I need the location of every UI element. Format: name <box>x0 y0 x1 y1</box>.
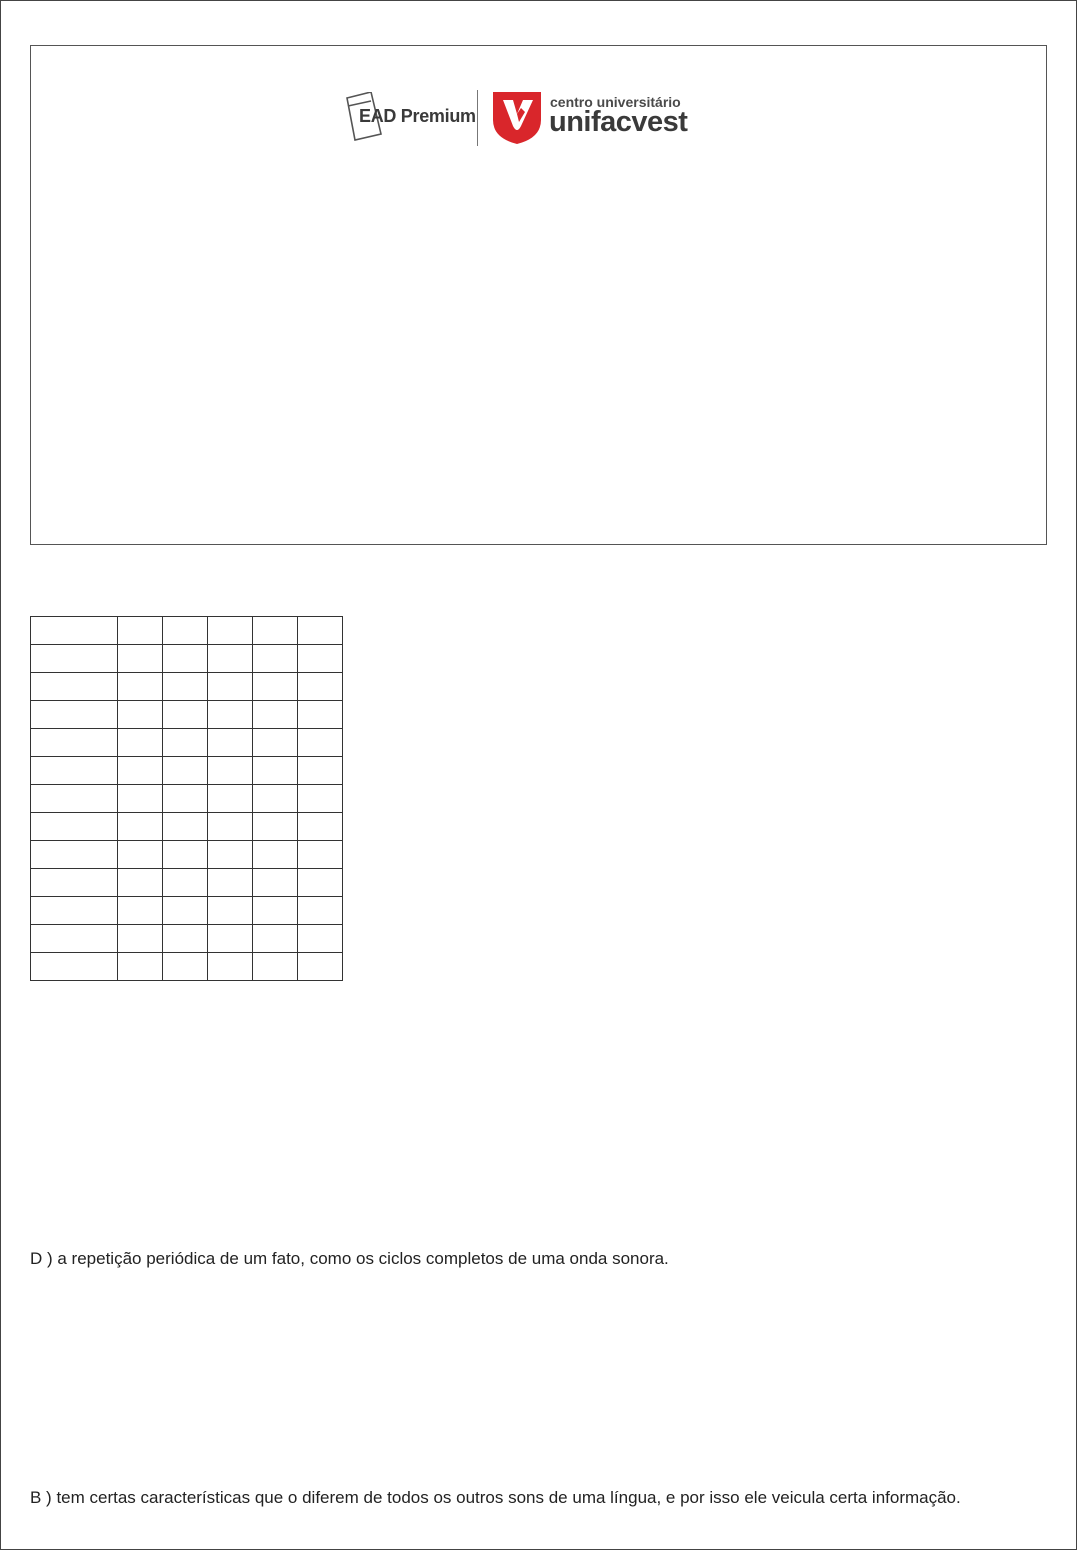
grid-cell <box>118 953 163 981</box>
grid-cell <box>118 869 163 897</box>
grid-cell <box>208 673 253 701</box>
grid-cell <box>31 813 118 841</box>
grid-cell <box>163 813 208 841</box>
unifacvest-shield-icon <box>491 90 543 146</box>
grid-cell <box>208 617 253 645</box>
grid-row <box>31 953 343 981</box>
grid-cell <box>208 701 253 729</box>
grid-cell <box>118 757 163 785</box>
grid-cell <box>208 925 253 953</box>
answer-b-text: B ) tem certas características que o diferem de todos os outros sons de uma língua, e por isso ele veicula certa informação. <box>30 1488 961 1507</box>
grid-cell <box>208 645 253 673</box>
grid-cell <box>31 645 118 673</box>
brand-name: unifacvest <box>549 106 688 138</box>
grid-cell <box>31 869 118 897</box>
grid-cell <box>163 869 208 897</box>
grid-cell <box>163 645 208 673</box>
grid-cell <box>31 673 118 701</box>
grid-cell <box>118 729 163 757</box>
grid-cell <box>298 813 343 841</box>
grid-row <box>31 757 343 785</box>
grid-cell <box>253 813 298 841</box>
grid-cell <box>253 897 298 925</box>
grid-cell <box>118 673 163 701</box>
ead-premium-label: EAD Premium <box>359 106 476 126</box>
grid-row <box>31 841 343 869</box>
grid-cell <box>298 869 343 897</box>
grid-cell <box>253 617 298 645</box>
grid-row <box>31 925 343 953</box>
grid-cell <box>253 673 298 701</box>
grid-cell <box>298 757 343 785</box>
grid-cell <box>163 925 208 953</box>
grid-cell <box>163 897 208 925</box>
grid-cell <box>31 897 118 925</box>
grid-cell <box>163 617 208 645</box>
grid-cell <box>298 925 343 953</box>
grid-cell <box>253 953 298 981</box>
grid-cell <box>163 785 208 813</box>
grid-cell <box>118 925 163 953</box>
grid-cell <box>31 925 118 953</box>
answer-d-text: D ) a repetição periódica de um fato, como os ciclos completos de uma onda sonora. <box>30 1249 669 1268</box>
grid-cell <box>163 729 208 757</box>
grid-cell <box>208 953 253 981</box>
grid-row <box>31 813 343 841</box>
grid-cell <box>31 701 118 729</box>
grid-cell <box>118 645 163 673</box>
grid-cell <box>31 785 118 813</box>
grid-cell <box>253 757 298 785</box>
grid-cell <box>118 897 163 925</box>
grid-cell <box>298 841 343 869</box>
grid-cell <box>253 785 298 813</box>
grid-cell <box>31 729 118 757</box>
grid-cell <box>163 841 208 869</box>
grid-cell <box>253 925 298 953</box>
grid-cell <box>208 785 253 813</box>
brand-subtitle: centro universitário <box>550 94 681 110</box>
grid-cell <box>163 757 208 785</box>
grid-cell <box>31 617 118 645</box>
grid-cell <box>298 701 343 729</box>
grid-cell <box>118 813 163 841</box>
grid-cell <box>253 645 298 673</box>
grid-cell <box>298 897 343 925</box>
grid-row <box>31 897 343 925</box>
grid-cell <box>208 729 253 757</box>
grid-row <box>31 645 343 673</box>
grid-cell <box>163 701 208 729</box>
grid-cell <box>298 953 343 981</box>
grid-cell <box>163 673 208 701</box>
grid-cell <box>253 701 298 729</box>
grid-cell <box>208 897 253 925</box>
answer-grid <box>30 616 343 981</box>
grid-cell <box>253 729 298 757</box>
grid-cell <box>118 841 163 869</box>
grid-cell <box>31 757 118 785</box>
grid-cell <box>208 757 253 785</box>
grid-cell <box>253 841 298 869</box>
grid-cell <box>118 785 163 813</box>
grid-cell <box>118 701 163 729</box>
grid-cell <box>163 953 208 981</box>
grid-row <box>31 617 343 645</box>
grid-row <box>31 673 343 701</box>
grid-row <box>31 701 343 729</box>
grid-cell <box>253 869 298 897</box>
grid-cell <box>298 617 343 645</box>
grid-cell <box>298 785 343 813</box>
grid-cell <box>118 617 163 645</box>
grid-row <box>31 869 343 897</box>
grid-cell <box>298 673 343 701</box>
grid-row <box>31 729 343 757</box>
grid-row <box>31 785 343 813</box>
grid-cell <box>298 729 343 757</box>
grid-cell <box>208 841 253 869</box>
logo-divider <box>477 90 478 146</box>
grid-cell <box>31 953 118 981</box>
grid-cell <box>208 869 253 897</box>
grid-cell <box>298 645 343 673</box>
logo-area <box>345 88 705 148</box>
grid-cell <box>208 813 253 841</box>
grid-cell <box>31 841 118 869</box>
